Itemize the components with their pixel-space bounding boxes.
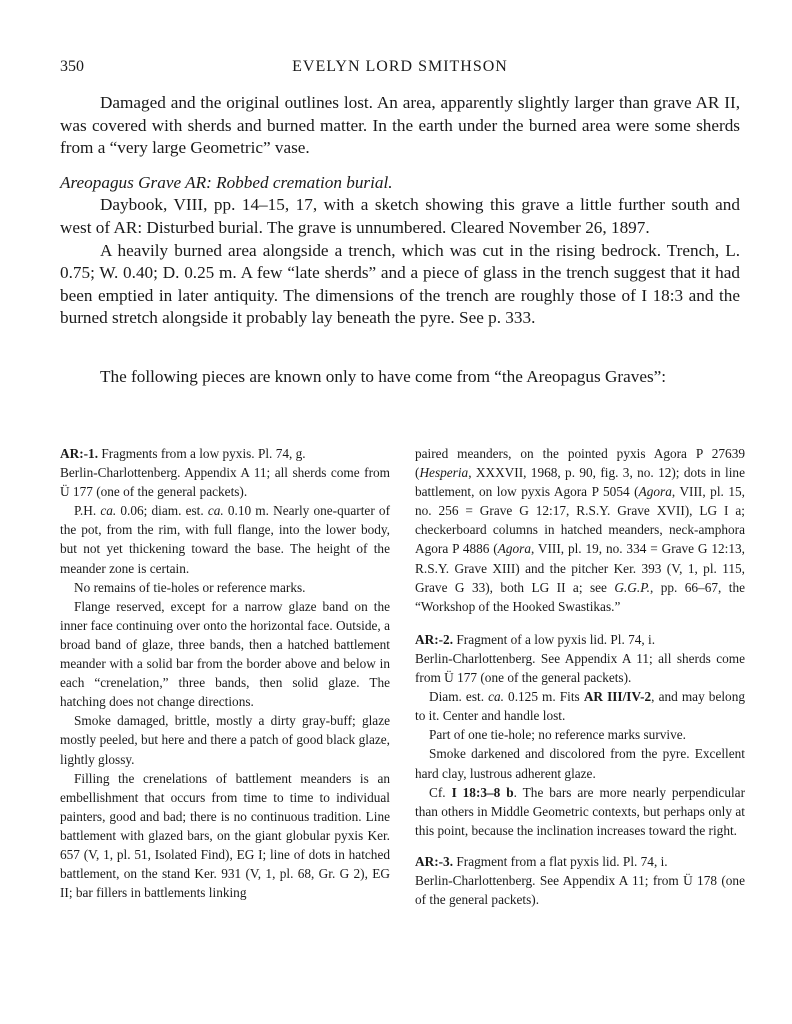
entry-ar3-p1: Berlin-Charlottenberg. See Appendix A 11; from Ü 178 (one of the general packets). [415, 872, 745, 908]
right-column [415, 444, 745, 909]
intro-paragraph: Damaged and the original outlines lost. An area, apparently slightly larger than grave AR II, was covered with sherds and burned matter. In the earth under the burned area were some sherds from a “very large Geometric” vase. [60, 93, 740, 158]
entry-ar2-p3: Part of one tie-hole; no reference marks survive. [429, 727, 686, 743]
entry-ar1-p3: No remains of tie-holes or reference marks. [74, 579, 306, 595]
entry-ar1-p6: Filling the crenelations of battlement meanders is an embellishment that occurs from time to time to individual painters, good and bad; there is no continuous tradition. Line battlement with glazed bars, on the giant globular pyxis Ker. 657 (V, 1, pl. 51, Isolated Find), EG I; line of dots in hatched battlement, on the stand Ker. 931 (V, 1, pl. 68, Gr. G 2), EG II; bar fillers in battlements linking [60, 770, 390, 901]
entry-ar2-p5: Cf. I 18:3–8 b. The bars are more nearly perpendicular than others in Middle Geometric contexts, but perhaps only at this point, because the inclination increases toward the right. [415, 784, 745, 838]
entry-ar1-continuation: paired meanders, on the pointed pyxis Agora P 27639 (Hesperia, XXXVII, 1968, p. 90, fig. 3, no. 12); dots in line battlement, on low pyxis Agora P 5054 (Agora, VIII, pl. 15, no. 256 = Grave G 12:17, R.S.Y. Grave XVII), LG I a; checkerboard columns in hatched meanders, neck-amphora Agora P 4886 (Agora, VIII, pl. 19, no. 334 = Grave G 12:13, R.S.Y. Grave XIII) and the pitcher Ker. 393 (V, 1, pl. 115, Grave G 33), both LG II a; see G.G.P., pp. 66–67, the “Workshop of the Hooked Swastikas.” [415, 446, 745, 614]
entry-ar2-p2: Diam. est. ca. 0.125 m. Fits AR III/IV-2, and may belong to it. Center and handle lost. [415, 689, 745, 724]
grave-heading: Areopagus Grave AR: Robbed cremation burial. [60, 172, 393, 192]
pieces-intro: The following pieces are known only to have come from “the Areopagus Graves”: [100, 366, 667, 386]
entry-ar1-p5: Smoke damaged, brittle, mostly a dirty gray-buff; glaze mostly peeled, but here and there a patch of good black glaze, lightly glossy. [60, 713, 390, 767]
entry-ar1-p4: Flange reserved, except for a narrow glaze band on the inner face continuing over onto the horizontal face. Outside, a broad band of glaze, three bands, then a hatched battlement meander with a solid bar from the border above and below in each “crenelation,” three bands, then solid glaze. The hatching does not change directions. [60, 598, 390, 710]
entry-ar1-p2: P.H. ca. 0.06; diam. est. ca. 0.10 m. Nearly one-quarter of the pot, from the rim, with full flange, into the lower body, but not yet thickening toward the base. The height of the meander zone is certain. [60, 503, 390, 576]
entry-label: AR:-1. [60, 446, 99, 461]
page-header [60, 58, 740, 80]
entry-ar2-p4: Smoke darkened and discolored from the pyre. Excellent hard clay, lustrous adherent glaze. [415, 746, 745, 781]
entry-ar3-heading: AR:-3. Fragment from a flat pyxis lid. Pl. 74, i. [415, 853, 668, 869]
left-column [60, 444, 390, 902]
entry-ar1-heading: AR:-1. Fragments from a low pyxis. Pl. 74, g. [60, 446, 306, 461]
entry-ar2-heading: AR:-2. Fragment of a low pyxis lid. Pl. 74, i. [415, 631, 656, 647]
page-number: 350 [60, 58, 84, 75]
entry-label: AR:-2. [415, 631, 454, 647]
grave-paragraph-1: Daybook, VIII, pp. 14–15, 17, with a sketch showing this grave a little further south and west of AR: Disturbed burial. The grave is unnumbered. Cleared November 26, 1897. [60, 195, 740, 237]
main-text [60, 92, 740, 389]
entry-ar2-p1: Berlin-Charlottenberg. See Appendix A 11; all sherds come from Ü 177 (one of the general packets). [415, 650, 745, 686]
entry-ar1-p1: Berlin-Charlottenberg. Appendix A 11; all sherds come from Ü 177 (one of the general packets). [60, 465, 390, 500]
grave-paragraph-2: A heavily burned area alongside a trench, which was cut in the rising bedrock. Trench, L. 0.75; W. 0.40; D. 0.25 m. A few “late sherds” and a piece of glass in the trench suggest that it had been emptied in later antiquity. The dimensions of the trench are roughly those of I 18:3 and the burned stretch alongside it probably lay beneath the pyre. See p. 333. [60, 240, 740, 328]
entry-label: AR:-3. [415, 853, 454, 869]
running-title: EVELYN LORD SMITHSON [292, 58, 508, 75]
